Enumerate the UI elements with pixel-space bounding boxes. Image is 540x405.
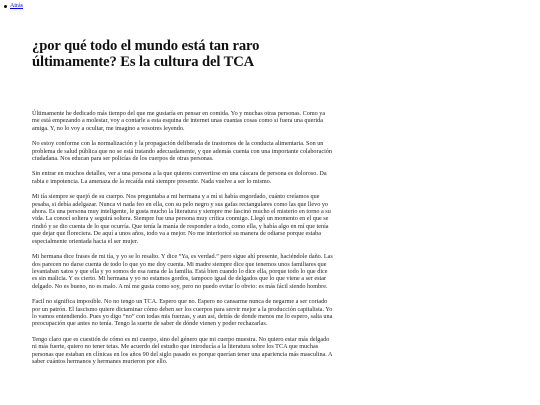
article-title-line-2: últimamente? Es la cultura del TCA <box>32 54 255 70</box>
article-body <box>32 110 334 373</box>
paragraph: Mi tía siempre se quejó de su cuerpo. Nos preguntaba a mi hermana y a mí si había engordado, cuánto creíamos que pesaba, si debía adelgazar. Nunca vi nada feo en ella, con su pelo negro y sus gafas rectangulares como las que llevo yo ahora. Es una persona muy inteligente, le gusta mucho la literatura y siempre me fascinó mucho el misterio en torno a su vida. La conocí soltera y seguirá soltera. Siempre fue una persona muy crítica conmigo. Llegó un momento en el que se rindió y se dio cuenta de lo que ocurría. Que tenía la manía de responder a todo, como ella, y había algo en mí que tenía que dejar que floreciera. De aquí a unos años, todo va a mejor. No me interioricé su manera de odiarse porque estaba especialmente orientada hacia el ser mujer. <box>32 193 331 245</box>
bullet-icon <box>4 5 7 8</box>
article-title-line-1: ¿por qué todo el mundo está tan raro <box>32 38 260 54</box>
article-header <box>32 38 334 70</box>
paragraph: Mi hermana dice frases de mi tía, y yo se lo resalto. Y dice “Ya, es verdad.” pero sigue ahí presente, haciéndole daño. Las dos parecen no darse cuenta de todo lo que yo me doy cuenta. Mi madre siempre dice que tenemos unos familiares que levantaban xatos y que ella y yo somos de esa rama de la familia. Está bien cuando lo dice ella, porque todo lo que dice es sin malicia. Y es cierto. Mi hermana y yo no estamos gordos, tampoco igual de delgados que lo que viene a ser estar delgado. No es bueno, no es malo. A mí me gusta como soy, pero no puedo evitar lo obvio: es más fácil siendo hombre. <box>32 253 333 290</box>
back-nav <box>3 1 23 11</box>
paragraph: No estoy conforme con la normalización y la propagación deliberada de trastornos de la conducta alimentaria. Son un problema de salud pública que no se está tratando adecuadamente, y que además cuenta con una importante colaboración ciudadana. Nos educan para ser policías de los cuerpos de otras personas. <box>32 140 332 163</box>
paragraph: Facil no significa imposible. No no tengo un TCA. Espero que no. Espero no cansarme nunca de negarme a ser cortado por un patrón. El fascismo quiere dictaminar cómo deben ser los cuerpos para servir mejor a la producción capitalista. Yo lo vamos entendiendo. Pues yo digo “no” con todas mis fuerzas, y aun así, detrás de donde menos me lo espero, salta una preocupación que antes no tenía. Tengo la suerte de saber de dónde vienen y poder rechazarlas. <box>32 298 333 328</box>
back-link[interactable]: Atrás <box>10 3 23 9</box>
paragraph: Tengo claro que es cuestión de cómo es mi cuerpo, sino del género que mi cuerpo muestra. No quiero estar más delgado ni más fuerte, quiero no tener tetas. Me acuerdo del estudio que introducía a la literatura sobre los TCA que muchas personas que estaban en clínicas en los años 90 del siglo pasado es porque querían tener una apariencia más masculina. A saber cuántos hermanos y hermanes murieron por ello. <box>32 335 333 365</box>
article-title <box>32 38 334 70</box>
paragraph: Últimamente he dedicado más tiempo del que me gustaría en pensar en comida. Yo y muchas otras personas. Como ya me está empezando a molestar, voy a contarle a esta esquina de internet unas cuantas cosas como si fuera una querida amiga. Y, no lo voy a ocultar, me imagino a vosotres leyendo. <box>32 110 326 132</box>
paragraph: Sin entrar en muchos detalles, ver a una persona a la que quieres convertirse en una cáscara de persona es doloroso. Da rabia e impotencia. La amenaza de la recaída está siempre presente. Nada vuelve a ser lo mismo. <box>32 170 327 185</box>
